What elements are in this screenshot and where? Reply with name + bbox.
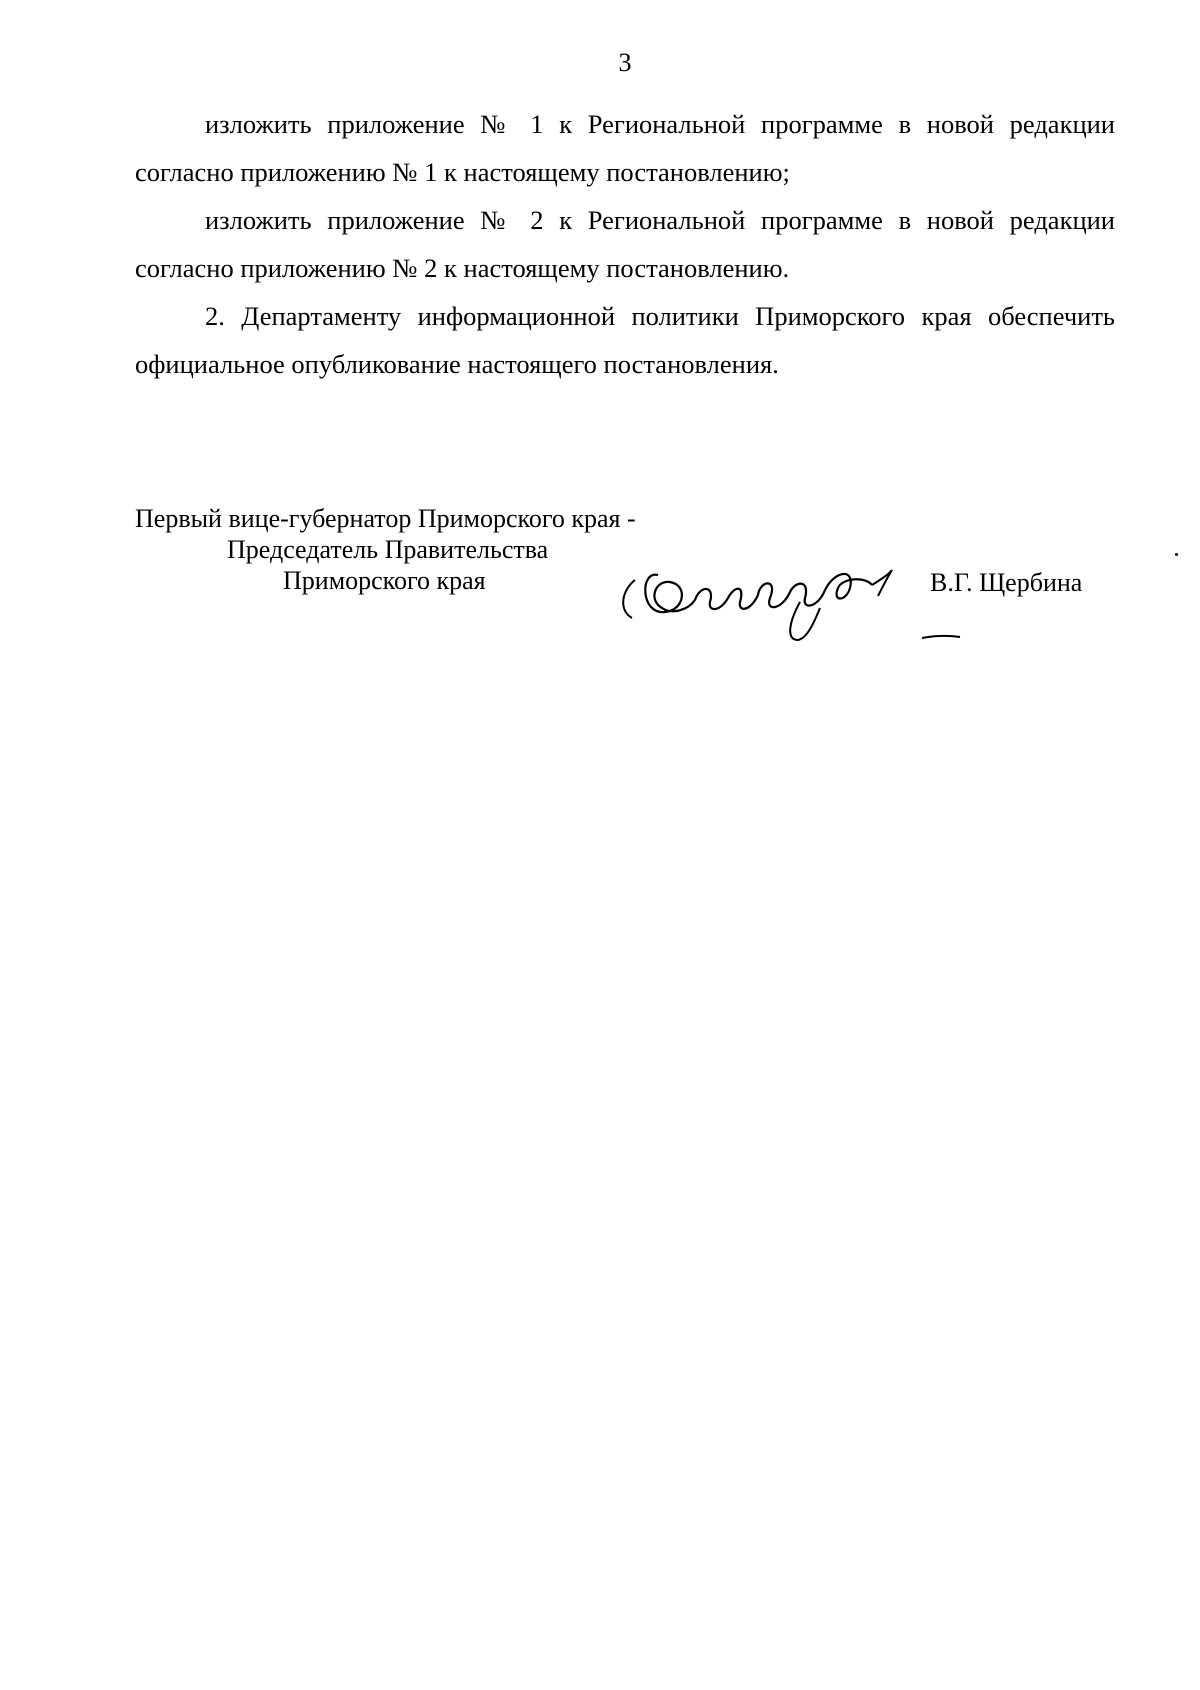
signatory-title <box>135 503 636 596</box>
paragraph-appendix-2: изложить приложение № 2 к Региональной программе в новой редакции согласно приложению № 2 к настоящему постановлению. <box>135 205 1115 283</box>
page-number: 3 <box>618 48 632 77</box>
paragraph-appendix-1: изложить приложение № 1 к Региональной программе в новой редакции согласно приложению № 1 к настоящему постановлению; <box>135 109 1115 187</box>
signatory-title-line: Председатель Правительства <box>227 535 549 564</box>
scan-speck <box>1175 553 1178 556</box>
document-body <box>135 100 1115 388</box>
signatory-title-line: Приморского края <box>283 566 486 595</box>
signatory-name: В.Г. Щербина <box>930 568 1083 597</box>
handwritten-signature <box>610 540 910 650</box>
underline-mark <box>920 632 962 642</box>
signatory-title-line: Первый вице-губернатор Приморского края - <box>135 504 636 533</box>
paragraph-publication: 2. Департаменту информационной политики Приморского края обеспечить официальное опубликование настоящего постановления. <box>135 301 1115 379</box>
